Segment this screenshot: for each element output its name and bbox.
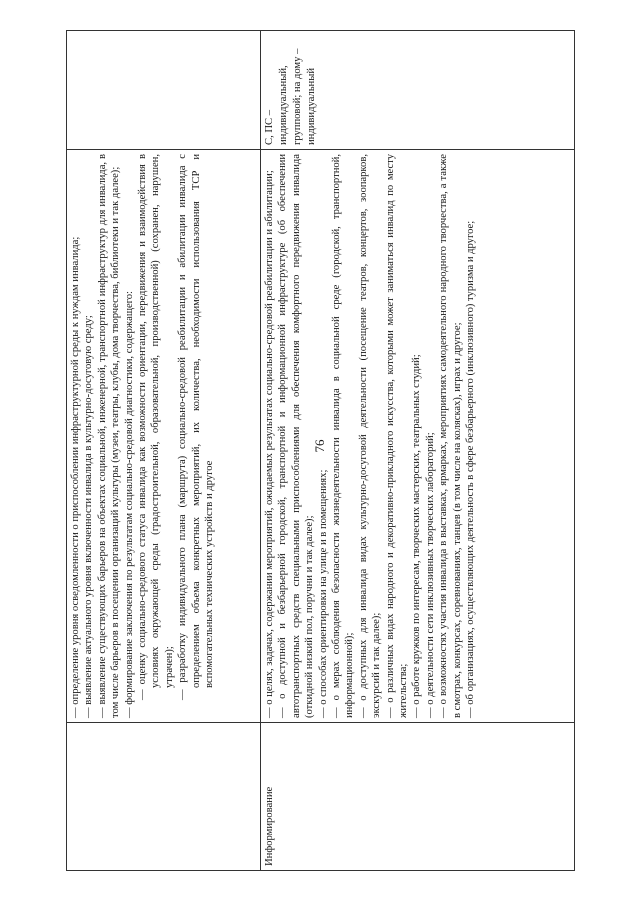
page-number: 76 [312,439,327,453]
list-item: — формирование заключения по результатам социально-средовой диагностики, содержащего: [123,290,135,718]
list-item: — о возможностях участия инвалида в выставках, ярмарках, мероприятиях самодеятельного народного творчества, а также в смотрах, конкурсах, соревнованиях, танцев (в том числе на колясках), играх и другое; [438,154,463,718]
list-item: — определение уровня осведомленности о приспособлении инфраструктурной среды к нуждам инвалида; [70,236,81,718]
list-item: — выявление существующих барьеров на объектах социальной, инженерной, транспортной инфраструктур для инвалида, в том числе барьеров в посещении организаций культуры (музеи, театры, клубы, дома творчества, библиотеки и так далее); [96,154,122,718]
list-item: — о работе кружков по интересам, творческих мастерских, театральных студий; [411,354,423,718]
services-table [66,30,575,871]
section-cell: Информирование [261,723,575,871]
list-item: — выявление актуального уровня включенности инвалида в культурно-досуговую среду; [83,315,95,718]
sub-list-item: — разработку индивидуального плана (маршрута) социально-средовой реабилитации и абилитации инвалида с определением объема конкретных мероприятий, их количества, необходимости использования ТСР и вспомогательных технических устройств и другое [177,154,216,700]
list-item: — о доступной и безбарьерной городской, транспортной и информационной инфраструктуре (об обеспечении автотранспортных средств специальными приспособлениями для обеспечения комфортного передвижения инвалида (откидной низкий пол, поручни и так далее); [277,154,316,718]
list-item: — о доступных для инвалида видах культурно-досуговой деятельности (посещение театров, концертов, зоопарков, экскурсий и так далее); [357,154,383,718]
list-item: — о различных видах народного и декоративно-прикладного искусства, которыми может заниматься инвалид по месту жительства; [384,154,410,718]
mode-cell [67,31,261,150]
mode-cell: С, ПС – индивидуальный, групповой; на дому – индивидуальный [261,31,575,150]
list-item: — о мерах соблюдения безопасности жизнедеятельности инвалида в социальной среде (городской, транспортной, информационной); [331,154,356,718]
list-item: — об организациях, осуществляющих деятельность в сфере безбарьерного (инклюзивного) туризма и другое; [465,220,477,718]
table-row [261,31,575,871]
sub-list-item: — оценку социально-средового статуса инвалида как возможности ориентации, передвижения и взаимодействия в условиях окружающей среды (градостроительной, образовательной, производственной) (сохранен, нарушен, утрачен); [137,154,175,700]
section-cell [67,723,261,871]
list-item: — о способах ориентировки на улице и в помещениях; [317,469,329,718]
table-row [67,31,261,871]
content-cell [261,150,575,723]
content-cell [67,150,261,723]
list-item: — о целях, задачах, содержании мероприятий, ожидаемых результатах социально-средовой реабилитации и абилитации; [264,170,275,718]
rehabilitation-table [66,31,574,871]
list-item: — о деятельности сети инклюзивных творческих лабораторий; [424,432,436,718]
